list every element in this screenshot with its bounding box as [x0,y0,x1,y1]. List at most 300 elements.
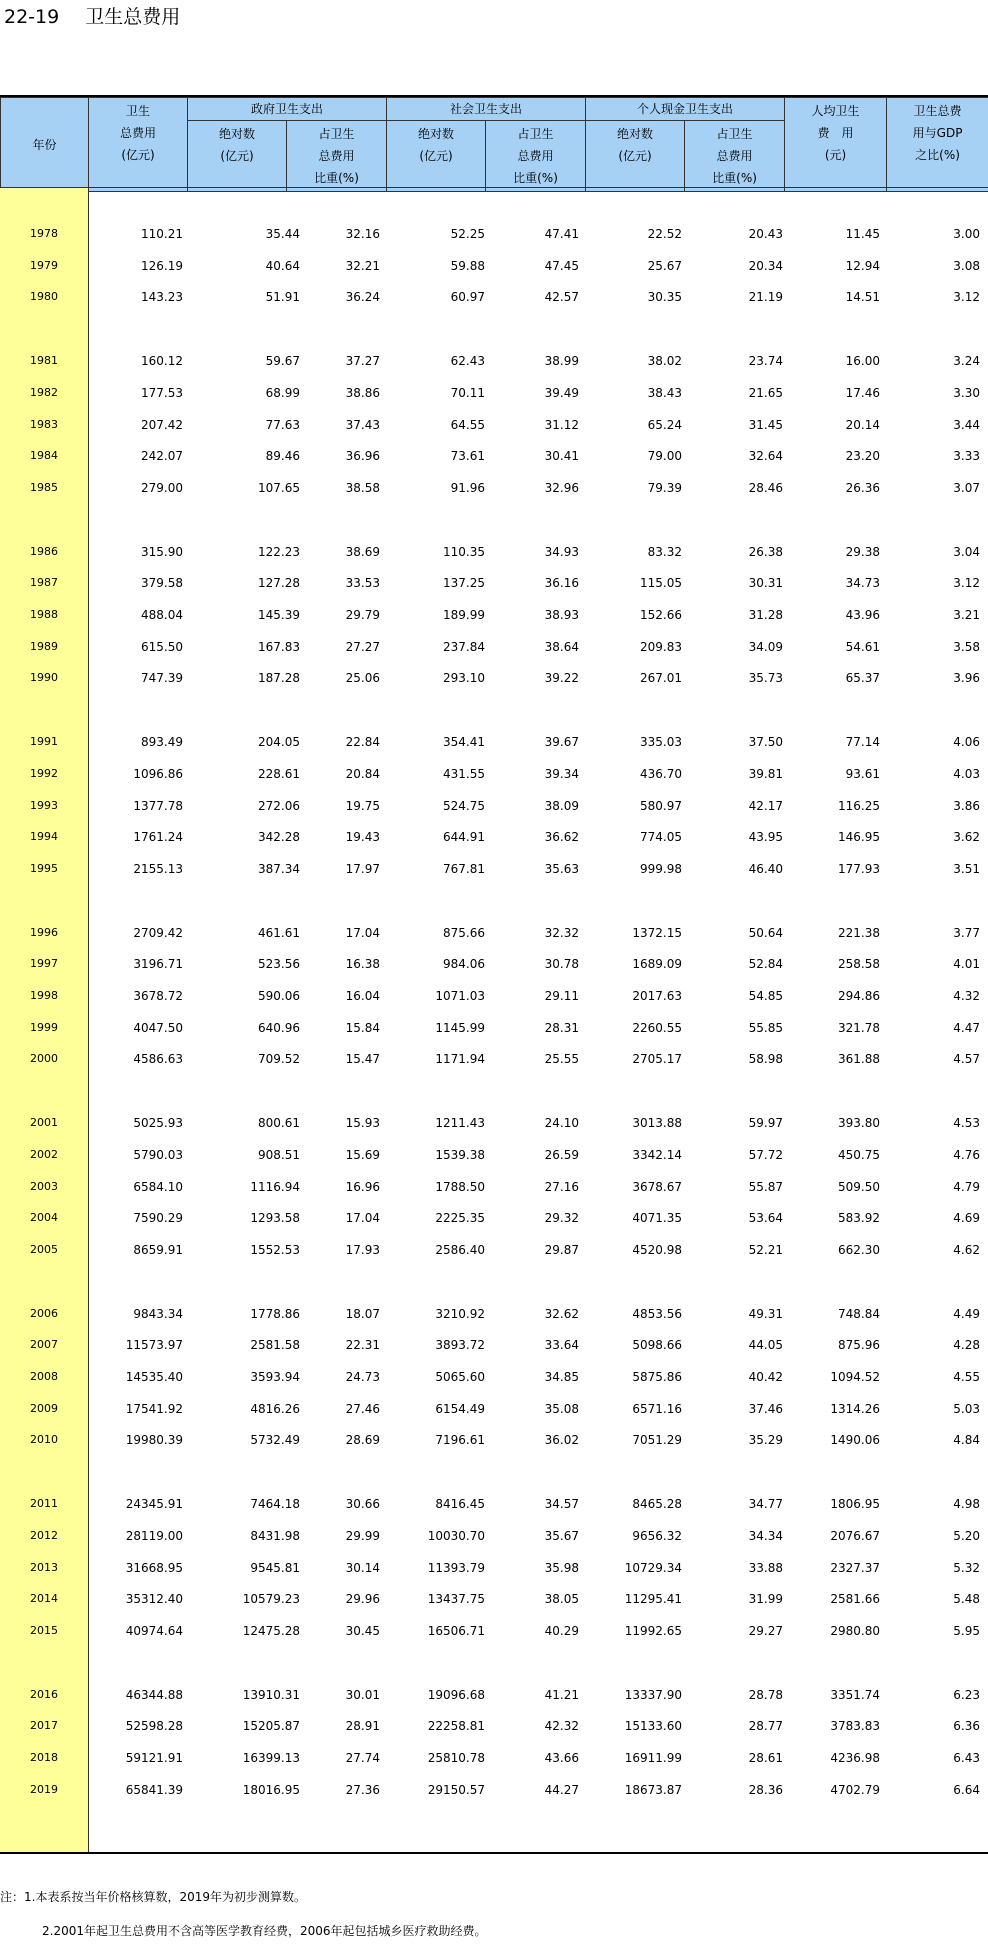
gov-absolute-cell: 523.56 [258,957,300,972]
total-cell: 28119.00 [125,1528,183,1543]
header-share-line2: 总费用 [517,149,554,163]
personal-absolute-cell: 5098.66 [632,1338,682,1353]
gdp-ratio-cell: 4.49 [953,1306,980,1321]
personal-share-cell: 40.42 [748,1370,783,1384]
gov-share-cell: 32.16 [345,227,380,241]
gdp-ratio-cell: 3.00 [953,227,980,241]
year-cell: 1990 [30,671,58,685]
social-share-cell: 40.29 [544,1623,579,1638]
total-cell: 31668.95 [125,1560,183,1575]
per-capita-cell: 509.50 [838,1179,880,1194]
gdp-ratio-cell: 6.43 [953,1751,980,1765]
header-share-line2: 总费用 [716,149,753,163]
header-gdp-ratio-line1: 卫生总费 [913,104,962,118]
table-row [0,1521,988,1551]
total-cell: 3196.71 [133,957,183,972]
social-absolute-cell: 10030.70 [427,1528,485,1543]
gdp-ratio-cell: 4.01 [953,957,980,972]
year-cell: 1992 [30,766,58,780]
table-row [0,1616,988,1646]
personal-absolute-cell: 3342.14 [632,1147,682,1162]
table-row [0,1584,988,1614]
gov-absolute-cell: 342.28 [258,830,300,845]
table-row [0,346,988,376]
personal-absolute-cell: 436.70 [640,766,682,781]
table-row [0,759,988,789]
per-capita-cell: 146.95 [838,830,880,845]
personal-share-cell: 34.77 [748,1497,783,1512]
gov-share-cell: 22.84 [345,735,380,750]
social-absolute-cell: 1539.38 [435,1147,485,1162]
personal-share-cell: 57.72 [748,1147,783,1162]
social-share-cell: 42.57 [544,290,579,305]
per-capita-cell: 221.38 [838,925,880,940]
per-capita-cell: 321.78 [838,1020,880,1035]
gdp-ratio-cell: 6.64 [953,1782,980,1797]
personal-absolute-cell: 6571.16 [632,1401,682,1416]
gdp-ratio-cell: 3.86 [953,798,980,813]
gov-absolute-cell: 204.05 [258,735,300,750]
social-share-cell: 36.16 [544,576,579,591]
gdp-ratio-cell: 4.57 [953,1052,980,1067]
total-cell: 279.00 [141,480,183,495]
header-social-absolute [387,121,486,192]
gov-share-cell: 30.14 [345,1560,380,1575]
gov-absolute-cell: 40.64 [265,258,300,273]
header-share-line1: 占卫生 [318,127,355,141]
social-absolute-cell: 22258.81 [427,1719,485,1734]
year-cell: 1991 [30,735,58,749]
gov-share-cell: 37.43 [345,417,380,432]
footnote-1: 注：1.本表系按当年价格核算数，2019年为初步测算数。 [0,1890,306,1904]
year-cell: 2001 [30,1116,58,1130]
social-absolute-cell: 3893.72 [435,1338,485,1353]
table-row [0,473,988,503]
social-share-cell: 32.32 [544,925,579,940]
gdp-ratio-cell: 3.44 [953,417,980,432]
header-government [188,98,387,121]
gov-absolute-cell: 187.28 [258,671,300,686]
gdp-ratio-cell: 3.04 [953,544,980,559]
year-cell: 2007 [30,1338,58,1352]
gdp-ratio-cell: 3.77 [953,925,980,940]
social-absolute-cell: 1071.03 [435,989,485,1003]
per-capita-cell: 23.20 [845,449,880,464]
social-share-cell: 33.64 [544,1338,579,1353]
social-absolute-cell: 189.99 [443,608,485,622]
social-absolute-cell: 91.96 [450,480,485,495]
gov-share-cell: 30.01 [345,1687,380,1702]
social-absolute-cell: 110.35 [443,544,485,559]
personal-absolute-cell: 7051.29 [632,1433,682,1448]
header-share-line1: 占卫生 [716,127,753,141]
personal-absolute-cell: 999.98 [640,861,682,876]
social-share-cell: 39.67 [544,735,579,750]
gov-share-cell: 17.97 [345,861,380,876]
table-row [0,822,988,852]
table-row [0,1553,988,1583]
gdp-ratio-cell: 3.58 [953,639,980,654]
per-capita-cell: 2581.66 [830,1592,880,1607]
personal-share-cell: 44.05 [748,1338,783,1353]
gov-share-cell: 36.96 [345,449,380,464]
per-capita-cell: 17.46 [845,385,880,400]
social-share-cell: 39.22 [544,671,579,686]
year-cell: 2018 [30,1751,58,1764]
year-cell: 1980 [30,290,58,304]
table-row [0,441,988,471]
social-absolute-cell: 6154.49 [435,1401,485,1416]
table-title: 卫生总费用 [85,6,181,28]
gov-absolute-cell: 5732.49 [250,1433,300,1448]
personal-absolute-cell: 209.83 [640,639,682,654]
social-share-cell: 32.62 [544,1306,579,1321]
per-capita-cell: 34.73 [845,576,880,591]
personal-absolute-cell: 152.66 [640,608,682,622]
social-share-cell: 35.63 [544,861,579,876]
header-gdp-ratio-line2: 用与GDP [912,126,963,140]
per-capita-cell: 875.96 [838,1338,880,1353]
per-capita-cell: 116.25 [838,798,880,813]
gov-absolute-cell: 16399.13 [242,1751,300,1765]
gov-absolute-cell: 640.96 [258,1020,300,1035]
personal-absolute-cell: 2017.63 [632,989,682,1003]
social-share-cell: 36.02 [544,1433,579,1448]
personal-absolute-cell: 11992.65 [624,1623,682,1638]
personal-share-cell: 31.28 [748,608,783,622]
gdp-ratio-cell: 4.76 [953,1147,980,1162]
total-cell: 7590.29 [133,1211,183,1226]
gov-share-cell: 29.96 [345,1592,380,1607]
personal-share-cell: 31.99 [748,1592,783,1607]
gdp-ratio-cell: 4.47 [953,1020,980,1035]
total-cell: 35312.40 [125,1592,183,1607]
gov-absolute-cell: 77.63 [265,417,300,432]
total-cell: 1761.24 [133,830,183,845]
social-share-cell: 31.12 [544,417,579,432]
social-absolute-cell: 60.97 [450,290,485,305]
gov-share-cell: 30.45 [345,1623,380,1638]
gov-absolute-cell: 122.23 [258,544,300,559]
per-capita-cell: 2327.37 [830,1560,880,1575]
social-absolute-cell: 431.55 [443,766,485,781]
table-row [0,791,988,821]
social-absolute-cell: 64.55 [450,417,485,432]
per-capita-cell: 11.45 [845,227,880,241]
social-share-cell: 29.87 [544,1242,579,1257]
gdp-ratio-cell: 3.30 [953,385,980,400]
total-cell: 5025.93 [133,1116,183,1131]
table-row [0,632,988,662]
personal-share-cell: 39.81 [748,766,783,781]
personal-share-cell: 30.31 [748,576,783,591]
personal-absolute-cell: 3013.88 [632,1116,682,1131]
gov-absolute-cell: 89.46 [265,449,300,464]
header-share-line3: 比重(%) [513,171,558,185]
personal-absolute-cell: 22.52 [647,227,682,241]
personal-absolute-cell: 115.05 [640,576,682,591]
social-absolute-cell: 2225.35 [435,1211,485,1226]
header-gdp-ratio [887,98,988,192]
gov-share-cell: 30.66 [345,1497,380,1512]
social-absolute-cell: 25810.78 [427,1751,485,1765]
social-share-cell: 39.34 [544,766,579,781]
social-absolute-cell: 767.81 [443,861,485,876]
social-absolute-cell: 875.66 [443,925,485,940]
year-cell: 1997 [30,957,58,971]
social-share-cell: 32.96 [544,480,579,495]
social-share-cell: 38.99 [544,354,579,369]
personal-share-cell: 50.64 [748,925,783,940]
year-cell: 1985 [30,480,58,494]
per-capita-cell: 12.94 [845,258,880,273]
personal-share-cell: 28.78 [748,1687,783,1702]
personal-share-cell: 35.29 [748,1433,783,1448]
total-cell: 1377.78 [133,798,183,813]
per-capita-cell: 77.14 [845,735,880,750]
social-absolute-cell: 3210.92 [435,1306,485,1321]
personal-absolute-cell: 15133.60 [624,1719,682,1734]
personal-share-cell: 49.31 [748,1306,783,1321]
table-row [0,981,988,1011]
total-cell: 14535.40 [125,1370,183,1384]
header-abs-line2: (亿元) [618,149,652,163]
gov-absolute-cell: 145.39 [258,608,300,622]
social-absolute-cell: 5065.60 [435,1370,485,1384]
gov-absolute-cell: 387.34 [258,861,300,876]
year-cell: 1998 [30,989,58,1002]
personal-share-cell: 43.95 [748,830,783,845]
table-row [0,282,988,312]
social-absolute-cell: 1211.43 [435,1116,485,1131]
year-cell: 1999 [30,1020,58,1034]
gov-share-cell: 18.07 [345,1306,380,1321]
personal-absolute-cell: 2705.17 [632,1052,682,1067]
social-share-cell: 38.09 [544,798,579,813]
social-absolute-cell: 62.43 [450,354,485,369]
per-capita-cell: 748.84 [838,1306,880,1321]
personal-share-cell: 28.61 [748,1751,783,1765]
personal-absolute-cell: 30.35 [647,290,682,305]
social-absolute-cell: 16506.71 [427,1623,485,1638]
table-row [0,727,988,757]
personal-share-cell: 46.40 [748,861,783,876]
total-cell: 379.58 [141,576,183,591]
header-year [1,98,89,192]
gov-share-cell: 20.84 [345,766,380,781]
table-row [0,1362,988,1392]
gdp-ratio-cell: 4.06 [953,735,980,750]
personal-share-cell: 37.50 [748,735,783,750]
personal-share-cell: 42.17 [748,798,783,813]
year-cell: 1983 [30,417,58,431]
gov-share-cell: 17.04 [345,1211,380,1226]
per-capita-cell: 14.51 [845,290,880,305]
gov-share-cell: 15.69 [345,1147,380,1162]
gov-share-cell: 38.86 [345,385,380,400]
gov-absolute-cell: 3593.94 [250,1370,300,1384]
table-row [0,600,988,630]
personal-share-cell: 20.43 [748,227,783,241]
personal-share-cell: 53.64 [748,1211,783,1226]
year-cell: 2002 [30,1147,58,1161]
personal-share-cell: 34.34 [748,1528,783,1543]
personal-share-cell: 28.36 [748,1782,783,1797]
gov-absolute-cell: 272.06 [258,798,300,813]
personal-absolute-cell: 4853.56 [632,1306,682,1321]
gdp-ratio-cell: 4.79 [953,1179,980,1194]
total-cell: 160.12 [141,354,183,369]
year-cell: 2008 [30,1370,58,1383]
header-personal [586,98,785,121]
personal-share-cell: 21.19 [748,290,783,305]
personal-absolute-cell: 1372.15 [632,925,682,940]
social-absolute-cell: 1171.94 [435,1052,485,1067]
gdp-ratio-cell: 3.24 [953,354,980,369]
year-cell: 2016 [30,1687,58,1701]
social-share-cell: 35.08 [544,1401,579,1416]
year-cell: 2015 [30,1623,58,1637]
social-absolute-cell: 73.61 [450,449,485,464]
gdp-ratio-cell: 3.07 [953,480,980,495]
gov-share-cell: 29.99 [345,1528,380,1543]
table-row [0,251,988,281]
header-share-line3: 比重(%) [712,171,757,185]
table-row [0,949,988,979]
header-total-line2: 总费用 [119,126,156,140]
year-cell: 2017 [30,1719,58,1733]
total-cell: 126.19 [141,258,183,273]
gov-share-cell: 15.84 [345,1020,380,1035]
social-absolute-cell: 524.75 [443,798,485,813]
gdp-ratio-cell: 4.62 [953,1242,980,1257]
header-social-label: 社会卫生支出 [450,102,523,116]
gdp-ratio-cell: 3.12 [953,290,980,305]
per-capita-cell: 4236.98 [830,1751,880,1765]
table-row [0,1172,988,1202]
total-cell: 3678.72 [133,989,183,1003]
gov-share-cell: 16.96 [345,1179,380,1194]
gov-absolute-cell: 18016.95 [242,1782,300,1797]
year-cell: 1993 [30,798,58,812]
table-row [0,1330,988,1360]
header-share-line3: 比重(%) [314,171,359,185]
gdp-ratio-cell: 3.62 [953,830,980,845]
gov-absolute-cell: 709.52 [258,1052,300,1067]
header-per-capita-line1: 人均卫生 [811,104,860,118]
social-share-cell: 47.41 [544,227,579,241]
total-cell: 24345.91 [125,1497,183,1512]
per-capita-cell: 583.92 [838,1211,880,1226]
gdp-ratio-cell: 3.33 [953,449,980,464]
personal-absolute-cell: 13337.90 [624,1687,682,1702]
social-share-cell: 26.59 [544,1147,579,1162]
gov-share-cell: 16.04 [345,989,380,1003]
gdp-ratio-cell: 4.55 [953,1370,980,1384]
social-share-cell: 44.27 [544,1782,579,1797]
personal-share-cell: 23.74 [748,354,783,369]
personal-absolute-cell: 1689.09 [632,957,682,972]
per-capita-cell: 4702.79 [830,1782,880,1797]
year-cell: 1996 [30,925,58,939]
social-share-cell: 39.49 [544,385,579,400]
social-share-cell: 38.64 [544,639,579,654]
total-cell: 143.23 [141,290,183,305]
total-cell: 17541.92 [125,1401,183,1416]
year-cell: 2006 [30,1306,58,1320]
table-row [0,663,988,693]
per-capita-cell: 1490.06 [830,1433,880,1448]
personal-share-cell: 35.73 [748,671,783,686]
social-share-cell: 34.85 [544,1370,579,1384]
table-row [0,1044,988,1074]
social-share-cell: 25.55 [544,1052,579,1067]
gdp-ratio-cell: 4.32 [953,989,980,1003]
year-cell: 1987 [30,576,58,590]
table-row [0,1203,988,1233]
total-cell: 2155.13 [133,861,183,876]
personal-absolute-cell: 38.43 [647,385,682,400]
social-share-cell: 35.98 [544,1560,579,1575]
total-cell: 110.21 [141,227,183,241]
per-capita-cell: 1314.26 [830,1401,880,1416]
social-share-cell: 36.62 [544,830,579,845]
header-total-line3: (亿元) [121,148,155,162]
page-title [4,4,180,30]
gov-absolute-cell: 7464.18 [250,1497,300,1512]
total-cell: 242.07 [141,449,183,464]
social-absolute-cell: 29150.57 [427,1782,485,1797]
total-cell: 747.39 [141,671,183,686]
table-row [0,378,988,408]
personal-share-cell: 37.46 [748,1401,783,1416]
year-cell: 2013 [30,1560,58,1574]
total-cell: 488.04 [141,608,183,622]
social-absolute-cell: 137.25 [443,576,485,591]
footnotes [0,1880,487,1948]
personal-absolute-cell: 5875.86 [632,1370,682,1384]
year-cell: 2004 [30,1211,58,1225]
per-capita-cell: 662.30 [838,1242,880,1257]
personal-absolute-cell: 16911.99 [624,1751,682,1765]
social-share-cell: 29.32 [544,1211,579,1226]
header-abs-line1: 绝对数 [617,127,654,141]
gov-absolute-cell: 107.65 [258,480,300,495]
total-cell: 177.53 [141,385,183,400]
social-share-cell: 42.32 [544,1719,579,1734]
per-capita-cell: 20.14 [845,417,880,432]
year-cell: 2009 [30,1401,58,1415]
social-share-cell: 35.67 [544,1528,579,1543]
total-cell: 4586.63 [133,1052,183,1067]
personal-share-cell: 20.34 [748,258,783,273]
personal-share-cell: 59.97 [748,1116,783,1131]
gov-absolute-cell: 13910.31 [242,1687,300,1702]
table-row [0,1235,988,1265]
header-gov-absolute [188,121,287,192]
social-share-cell: 34.93 [544,544,579,559]
table-row [0,854,988,884]
header-personal-label: 个人现金卫生支出 [637,102,734,116]
social-absolute-cell: 52.25 [450,227,485,241]
social-absolute-cell: 2586.40 [435,1242,485,1257]
year-cell: 1988 [30,608,58,621]
total-cell: 2709.42 [133,925,183,940]
gov-absolute-cell: 1778.86 [250,1306,300,1321]
social-absolute-cell: 8416.45 [435,1497,485,1512]
personal-absolute-cell: 11295.41 [624,1592,682,1607]
personal-absolute-cell: 79.00 [647,449,682,464]
